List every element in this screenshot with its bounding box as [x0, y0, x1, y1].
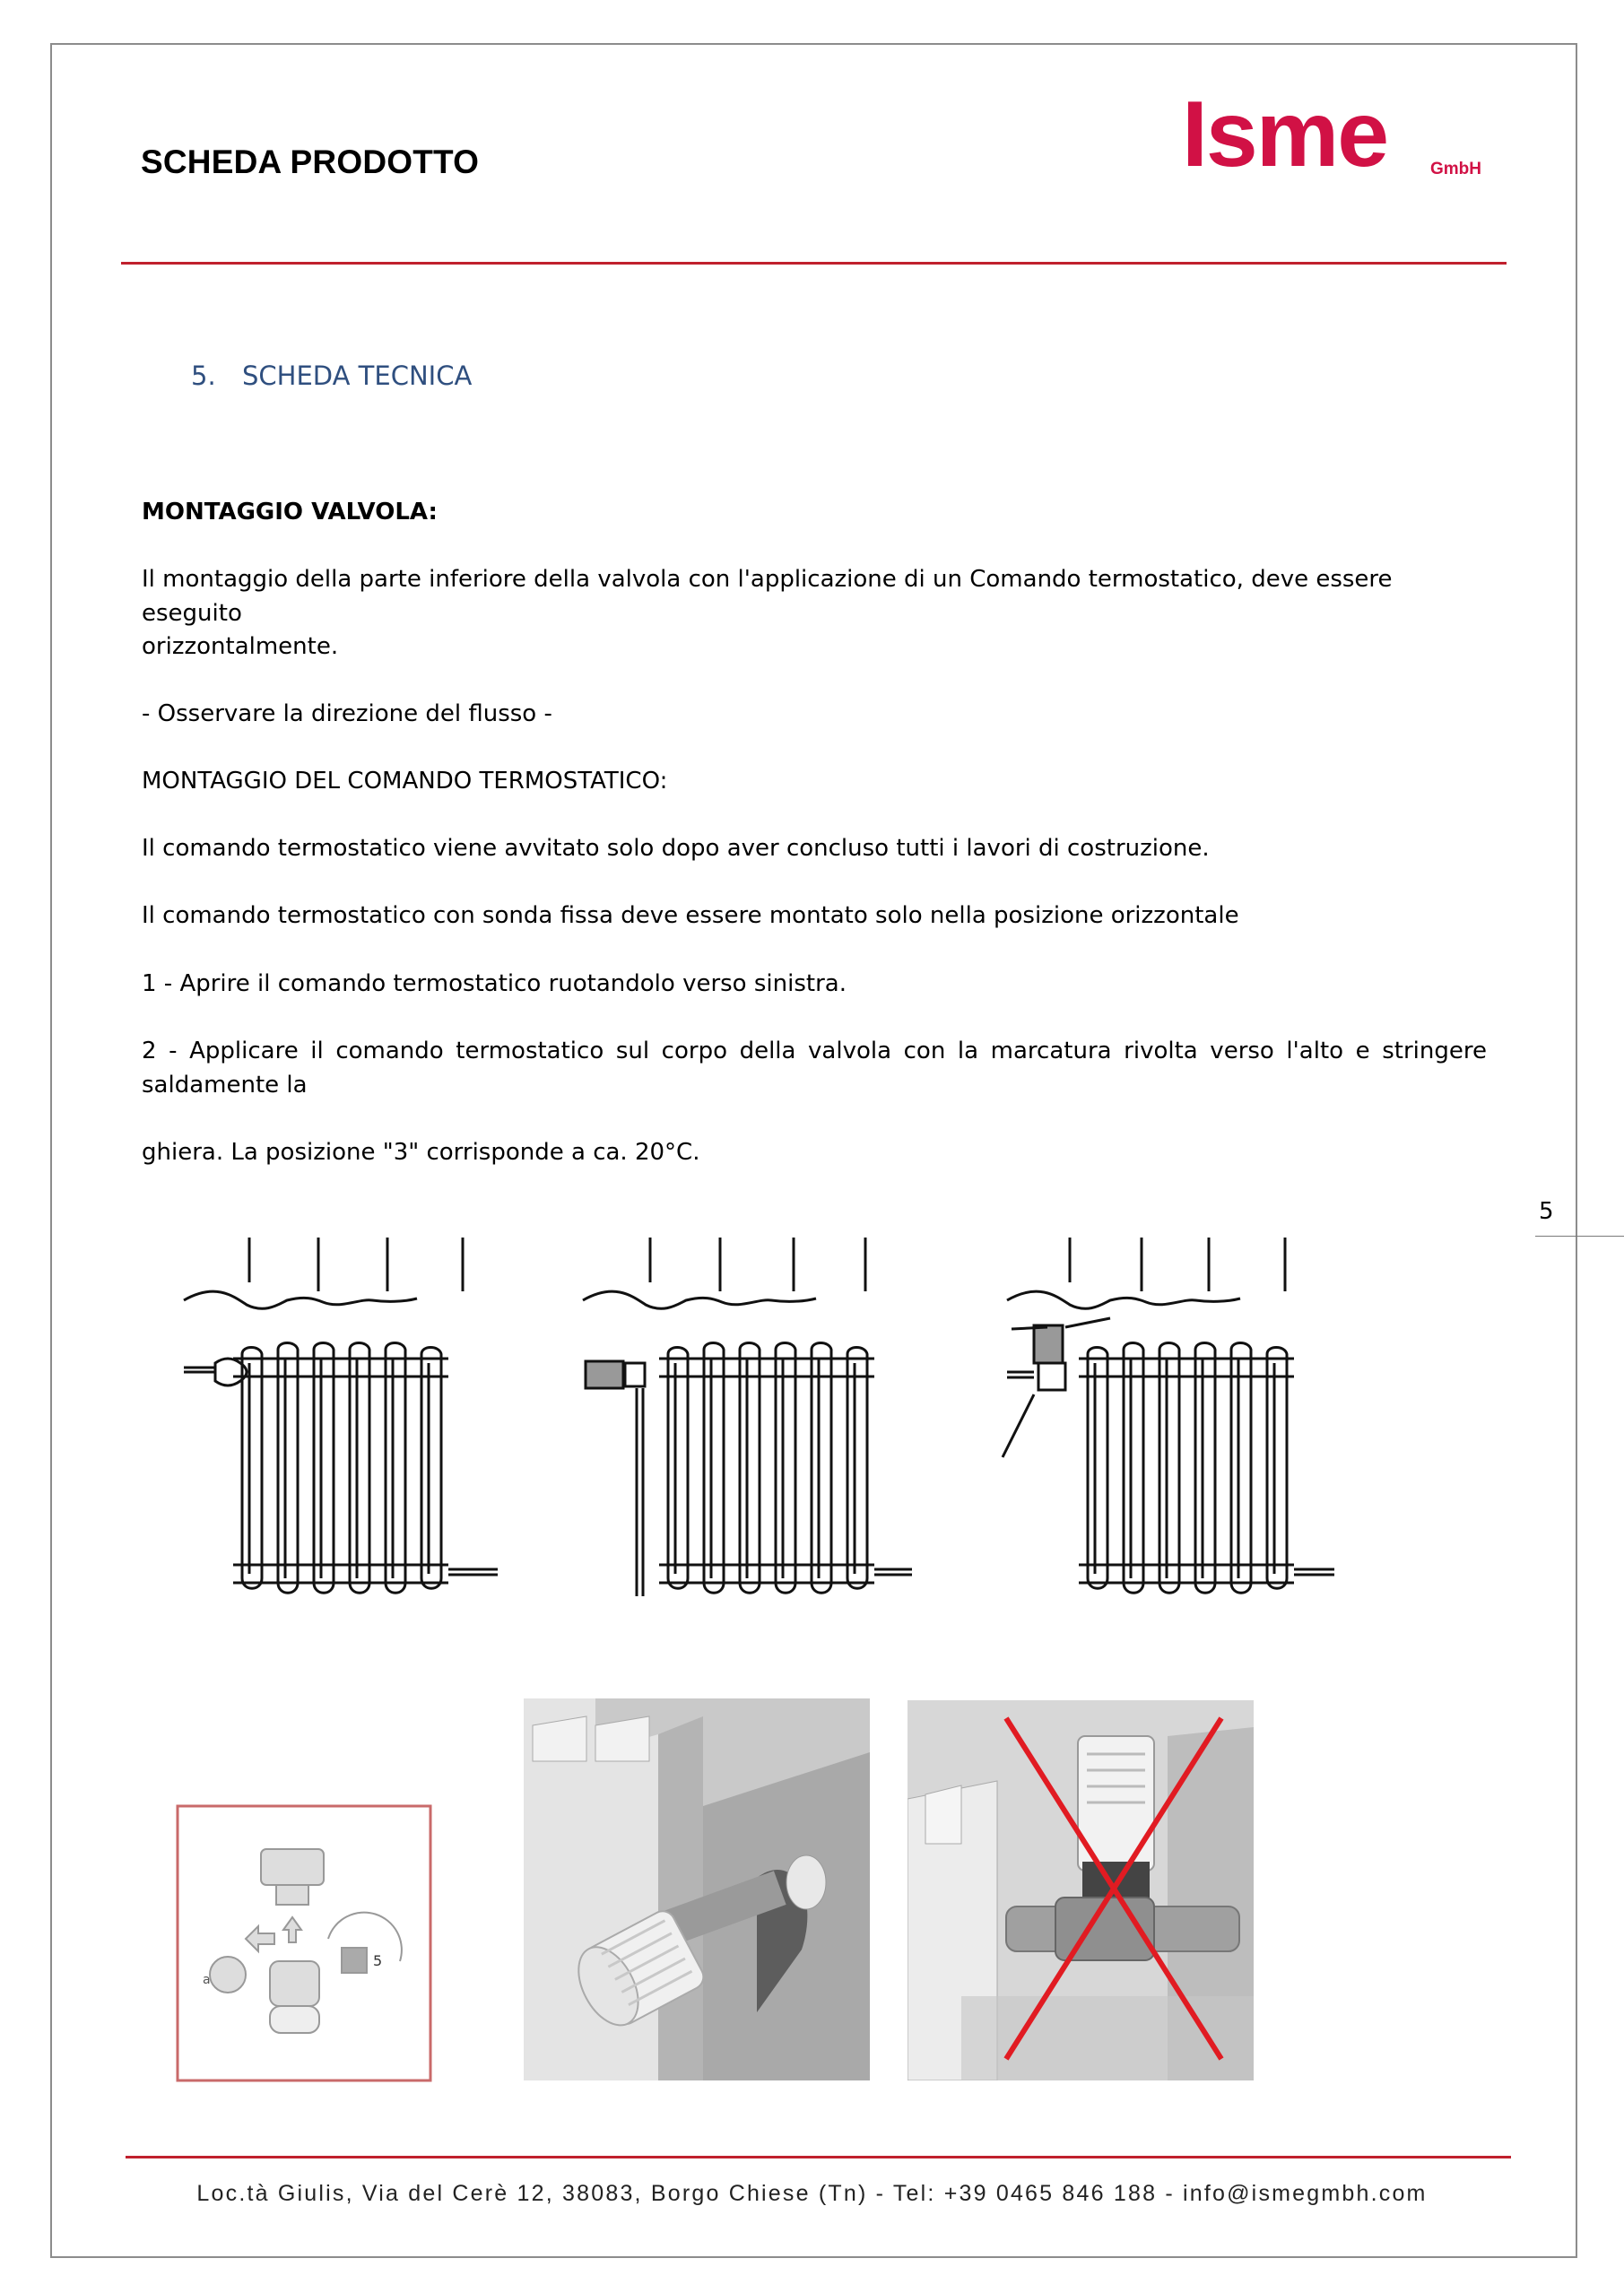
radiator-diagram-side-valve — [179, 1229, 511, 1605]
page-number: 5 — [1539, 1198, 1554, 1225]
logo-wordmark: Isme — [1182, 83, 1388, 187]
footer-divider — [126, 2156, 1511, 2158]
step-2: 2 - Applicare il comando termostatico sul corpo della valvola con la marcatura rivolta verso l'alto e stringere — [142, 1038, 1487, 1064]
radiator-diagram-remote-sensor — [578, 1229, 919, 1605]
section-number: 5. — [191, 360, 216, 391]
paragraph-4: Il comando termostatico viene avvitato solo dopo aver concluso tutti i lavori di costruzione. — [142, 835, 1210, 862]
paragraph-3: MONTAGGIO DEL COMANDO TERMOSTATICO: — [142, 768, 668, 795]
paragraph-2: - Osservare la direzione del flusso - — [142, 700, 552, 727]
step-2-end: ghiera. La posizione "3" corrisponde a ca. 20°C. — [142, 1139, 700, 1166]
page-title: SCHEDA PRODOTTO — [141, 143, 480, 180]
diagram-label-a: a — [203, 1973, 211, 1987]
assembly-diagram — [176, 1804, 432, 2082]
footer-contact: Loc.tà Giulis, Via del Cerè 12, 38083, Borgo Chiese (Tn) - Tel: +39 0465 846 188 - info@ismegmbh.com — [196, 2181, 1428, 2206]
page-number-rule — [1535, 1236, 1624, 1237]
paragraph-5: Il comando termostatico con sonda fissa deve essere montato solo nella posizione orizzontale — [142, 902, 1239, 929]
section-title: SCHEDA TECNICA — [242, 360, 473, 391]
step-1: 1 - Aprire il comando termostatico ruotandolo verso sinistra. — [142, 970, 847, 997]
paragraph-1-cont: orizzontalmente. — [142, 633, 339, 660]
radiator-diagram-vertical-valve — [994, 1229, 1343, 1605]
header-divider — [121, 262, 1507, 265]
logo-suffix: GmbH — [1430, 160, 1481, 178]
montaggio-valvola-heading: MONTAGGIO VALVOLA: — [142, 499, 438, 525]
photo-incorrect-installation — [908, 1700, 1254, 2080]
diagram-label-5: 5 — [373, 1952, 383, 1969]
step-2-cont: saldamente la — [142, 1072, 308, 1099]
paragraph-1: Il montaggio della parte inferiore della valvola con l'applicazione di un Comando termostatico, deve essere eseguito — [142, 566, 1393, 627]
section-heading — [191, 360, 472, 391]
vertical-thermostat-head — [1078, 1736, 1154, 1898]
photo-correct-installation — [524, 1698, 870, 2080]
